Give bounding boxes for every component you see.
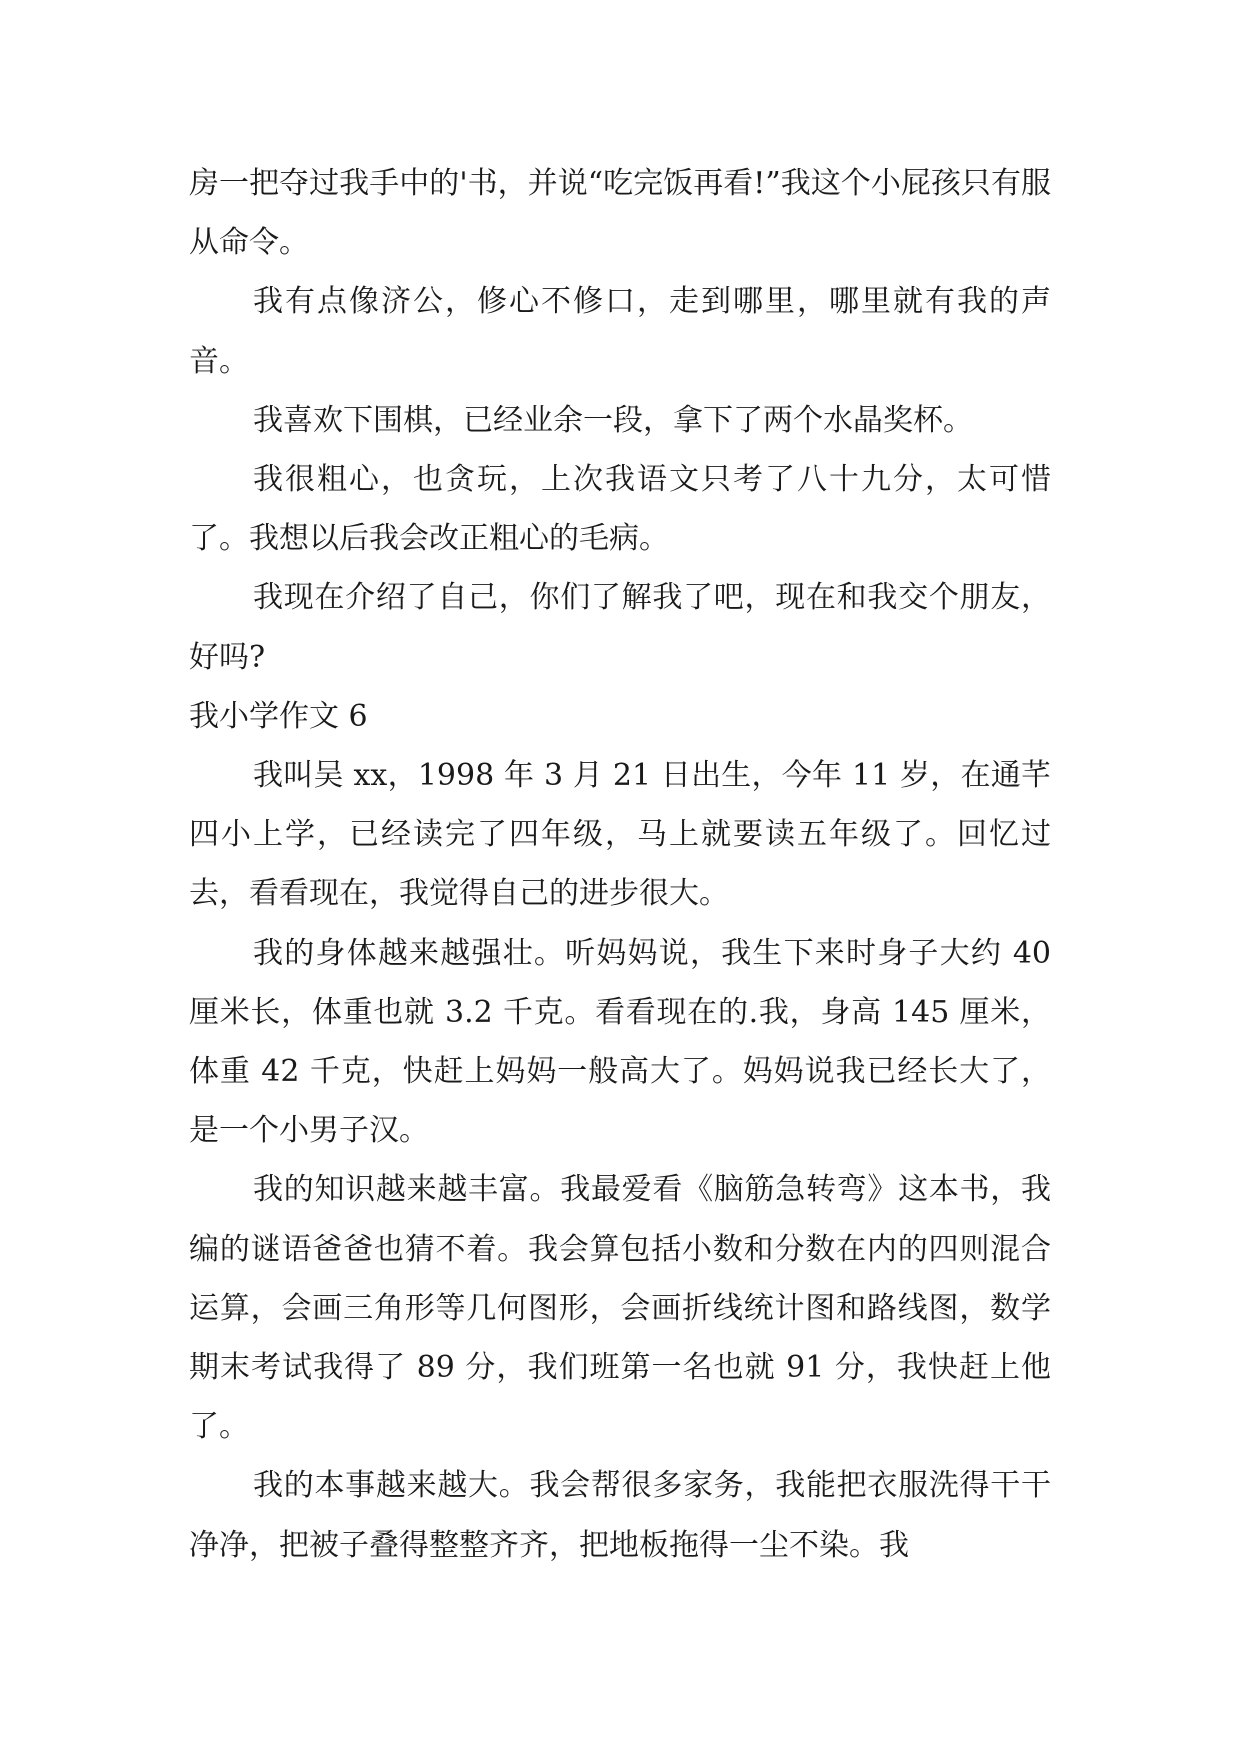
paragraph: 我的身体越来越强壮。听妈妈说，我生下来时身子大约 40 厘米长，体重也就 3.2 千克。看看现在的.我，身高 145 厘米，体重 42 千克，快赶上妈妈一般高大了。妈妈说我已经长大了，是一个小男子汉。 bbox=[189, 935, 1051, 1149]
paragraph: 我的知识越来越丰富。我最爱看《脑筋急转弯》这本书，我编的谜语爸爸也猜不着。我会算包括小数和分数在内的四则混合运算，会画三角形等几何图形，会画折线统计图和路线图，数学期末考试我得了 89 分，我们班第一名也就 91 分，我快赶上他了。 bbox=[189, 1172, 1051, 1445]
paragraph: 我现在介绍了自己，你们了解我了吧，现在和我交个朋友，好吗? bbox=[189, 580, 1051, 675]
document-body bbox=[189, 154, 1051, 1575]
paragraph: 我喜欢下围棋，已经业余一段，拿下了两个水晶奖杯。 bbox=[253, 402, 973, 438]
section-heading: 我小学作文 6 bbox=[189, 698, 368, 734]
paragraph: 我有点像济公，修心不修口，走到哪里，哪里就有我的声音。 bbox=[189, 284, 1051, 379]
paragraph-continuation: 房一把夺过我手中的'书，并说“吃完饭再看!”我这个小屁孩只有服从命令。 bbox=[189, 166, 1051, 261]
paragraph: 我很粗心，也贪玩，上次我语文只考了八十九分，太可惜了。我想以后我会改正粗心的毛病。 bbox=[189, 462, 1051, 557]
paragraph: 我叫吴 xx，1998 年 3 月 21 日出生，今年 11 岁，在通芊四小上学，已经读完了四年级，马上就要读五年级了。回忆过去，看看现在，我觉得自己的进步很大。 bbox=[189, 758, 1051, 912]
paragraph: 我的本事越来越大。我会帮很多家务，我能把衣服洗得干干净净，把被子叠得整整齐齐，把地板拖得一尘不染。我 bbox=[189, 1468, 1051, 1563]
